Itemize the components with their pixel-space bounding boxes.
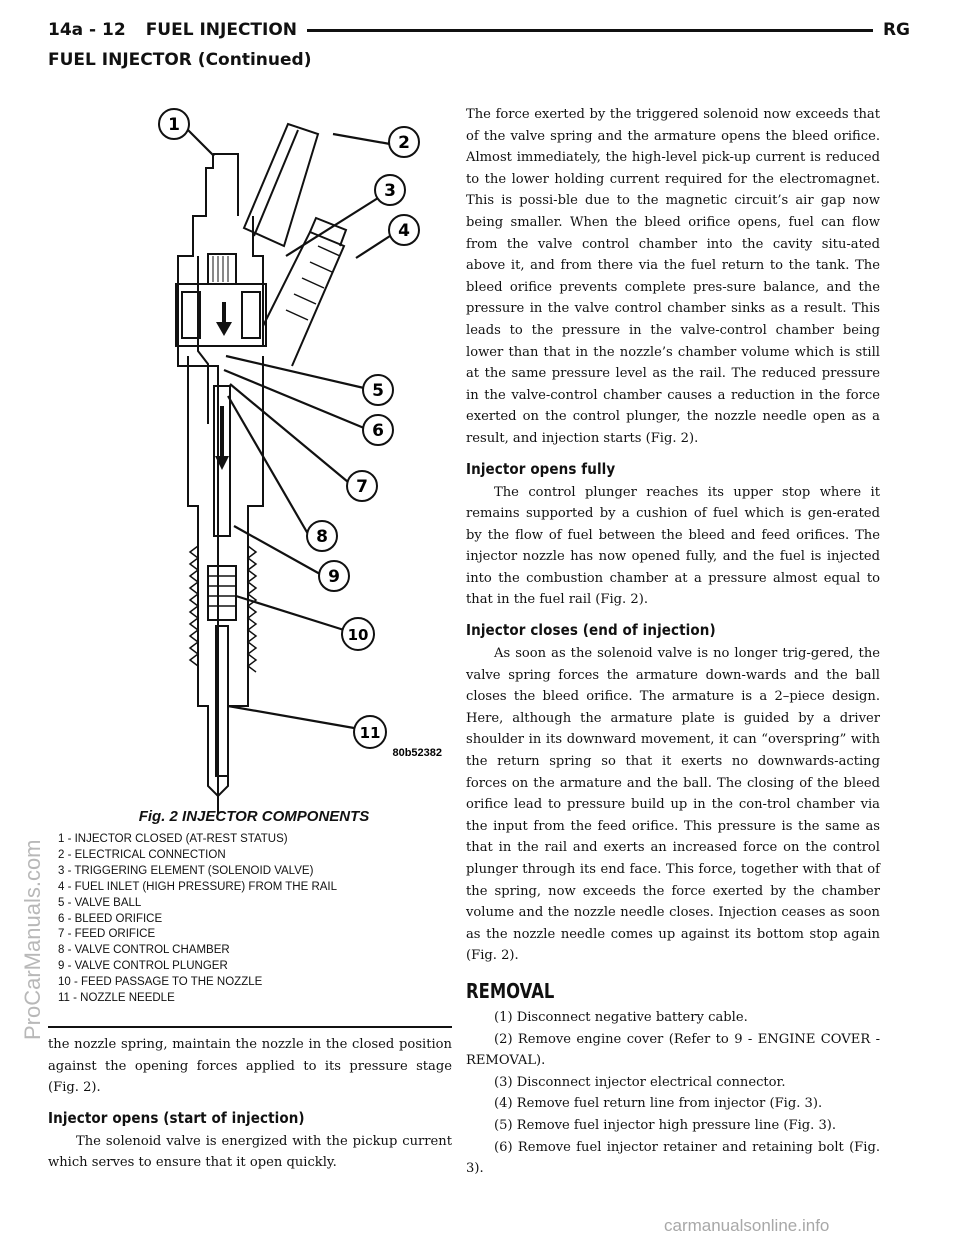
callout-6	[363, 415, 393, 445]
legend-item: 5 - VALVE BALL	[58, 896, 142, 909]
intro-paragraph: the nozzle spring, maintain the nozzle in the closed position against the opening forces applied to its pressure stage (Fig. 2).	[48, 1037, 452, 1096]
removal-step: (5) Remove fuel injector high pressure line (Fig. 3).	[494, 1117, 837, 1133]
legend-item: 9 - VALVE CONTROL PLUNGER	[58, 960, 228, 973]
svg-text:4: 4	[398, 221, 410, 241]
callout-4	[389, 215, 419, 245]
callout-7	[347, 471, 377, 501]
paragraph-force: The force exerted by the triggered solenoid now exceeds that of the valve spring and the armature opens the bleed orifice. Almost immediately, the high-level pick-up current is reduced to the lower holding current required for the electromagnet. This is possi-ble due to the magnetic circuit’s air gap now being smaller. When the bleed orifice opens, fuel can flow from the valve control chamber into the cavity situ-ated above it, and from there via the fuel return to the tank. The bleed orifice prevents complete pres-sure balance, and the pressure in the valve control chamber sinks as a result. This leads to the pressure in the valve-control chamber being lower than that in the nozzle’s chamber volume which is still at the same pressure level as the rail. The reduced pressure in the valve-control chamber causes a reduction in the force exerted on the control plunger, the nozzle needle open as a result, and injection starts (Fig. 2).	[466, 107, 880, 446]
callout-2	[389, 127, 419, 157]
page-number: 14a - 12	[48, 20, 126, 40]
removal-step: (2) Remove engine cover (Refer to 9 - ENGINE COVER - REMOVAL).	[466, 1031, 880, 1069]
left-column	[48, 1034, 452, 1174]
callout-1	[159, 109, 189, 139]
footer-watermark: carmanualsonline.info	[664, 1216, 830, 1235]
heading-removal: REMOVAL	[466, 978, 555, 1003]
svg-text:11: 11	[359, 724, 381, 742]
svg-text:3: 3	[384, 181, 396, 201]
removal-step: (4) Remove fuel return line from injector (Fig. 3).	[494, 1096, 823, 1112]
svg-text:10: 10	[347, 626, 369, 644]
legend-item: 8 - VALVE CONTROL CHAMBER	[58, 944, 230, 957]
legend-item: 4 - FUEL INLET (HIGH PRESSURE) FROM THE RAIL	[58, 880, 338, 893]
model-code: RG	[882, 20, 910, 40]
callout-3	[375, 175, 405, 205]
injector-figure	[48, 106, 450, 814]
legend-rule	[48, 1026, 452, 1028]
paragraph-closes: As soon as the solenoid valve is no longer trig-gered, the valve spring forces the armature down-wards and the ball closes the bleed orifice. The armature is a 2–piece design. Here, although the armature plate is guided by a driver shoulder in its downward movement, it can “overspring” with the return spring so that it exerts no downwards-acting forces on the armature and the ball. The closing of the bleed orifice lead to pressure build up in the con-trol chamber via the input from the feed orifice. This pressure is the same as that in the rail and exerts an increased force on the control plunger through its end face. This force, together with that of the spring, now exceeds the force exerted by the chamber volume and the nozzle needle closes. Injection ceases as soon as the nozzle needle comes up against its bottom stop again (Fig. 2).	[466, 646, 880, 964]
heading-opens-start: Injector opens (start of injection)	[48, 1108, 305, 1127]
callout-11	[354, 716, 386, 748]
callout-5	[363, 375, 393, 405]
svg-text:1: 1	[168, 115, 180, 135]
svg-text:8: 8	[316, 527, 328, 547]
continued-heading: FUEL INJECTOR (Continued)	[48, 50, 312, 70]
legend-item: 1 - INJECTOR CLOSED (AT-REST STATUS)	[58, 833, 288, 845]
svg-text:9: 9	[328, 567, 340, 587]
removal-step: (1) Disconnect negative battery cable.	[494, 1009, 748, 1025]
svg-text:5: 5	[372, 381, 384, 401]
figure-caption: Fig. 2 INJECTOR COMPONENTS	[138, 808, 370, 825]
legend-item: 6 - BLEED ORIFICE	[58, 912, 163, 925]
legend-item: 3 - TRIGGERING ELEMENT (SOLENOID VALVE)	[58, 864, 314, 877]
figure-legend	[58, 832, 450, 1007]
image-code: 80b52382	[392, 747, 442, 759]
legend-item: 11 - NOZZLE NEEDLE	[58, 992, 175, 1005]
right-column	[466, 104, 880, 1180]
legend-item: 2 - ELECTRICAL CONNECTION	[58, 848, 226, 861]
svg-text:7: 7	[356, 477, 368, 497]
heading-opens-fully: Injector opens fully	[466, 459, 616, 478]
heading-closes: Injector closes (end of injection)	[466, 621, 716, 640]
removal-step: (6) Remove fuel injector retainer and retaining bolt (Fig. 3).	[466, 1139, 880, 1177]
callout-10	[342, 618, 374, 650]
paragraph-opens-start: The solenoid valve is energized with the pickup current which serves to ensure that it open quickly.	[48, 1133, 452, 1171]
side-watermark: ProCarManuals.com	[20, 839, 45, 1040]
svg-text:6: 6	[372, 421, 384, 441]
section-title: FUEL INJECTION	[145, 20, 298, 40]
legend-item: 10 - FEED PASSAGE TO THE NOZZLE	[58, 976, 263, 989]
page-header	[48, 18, 910, 42]
removal-step: (3) Disconnect injector electrical connector.	[494, 1074, 786, 1090]
injector-diagram	[48, 106, 450, 814]
header-rule	[307, 29, 873, 32]
callout-9	[319, 561, 349, 591]
svg-text:2: 2	[398, 133, 410, 153]
legend-item: 7 - FEED ORIFICE	[58, 928, 156, 941]
callout-8	[307, 521, 337, 551]
paragraph-opens-fully: The control plunger reaches its upper stop where it remains supported by a cushion of fuel which is gen-erated by the flow of fuel between the bleed and feed orifices. The injector nozzle has now opened fully, and the fuel is injected into the combustion chamber at a pressure almost equal to that in the fuel rail (Fig. 2).	[466, 484, 880, 608]
